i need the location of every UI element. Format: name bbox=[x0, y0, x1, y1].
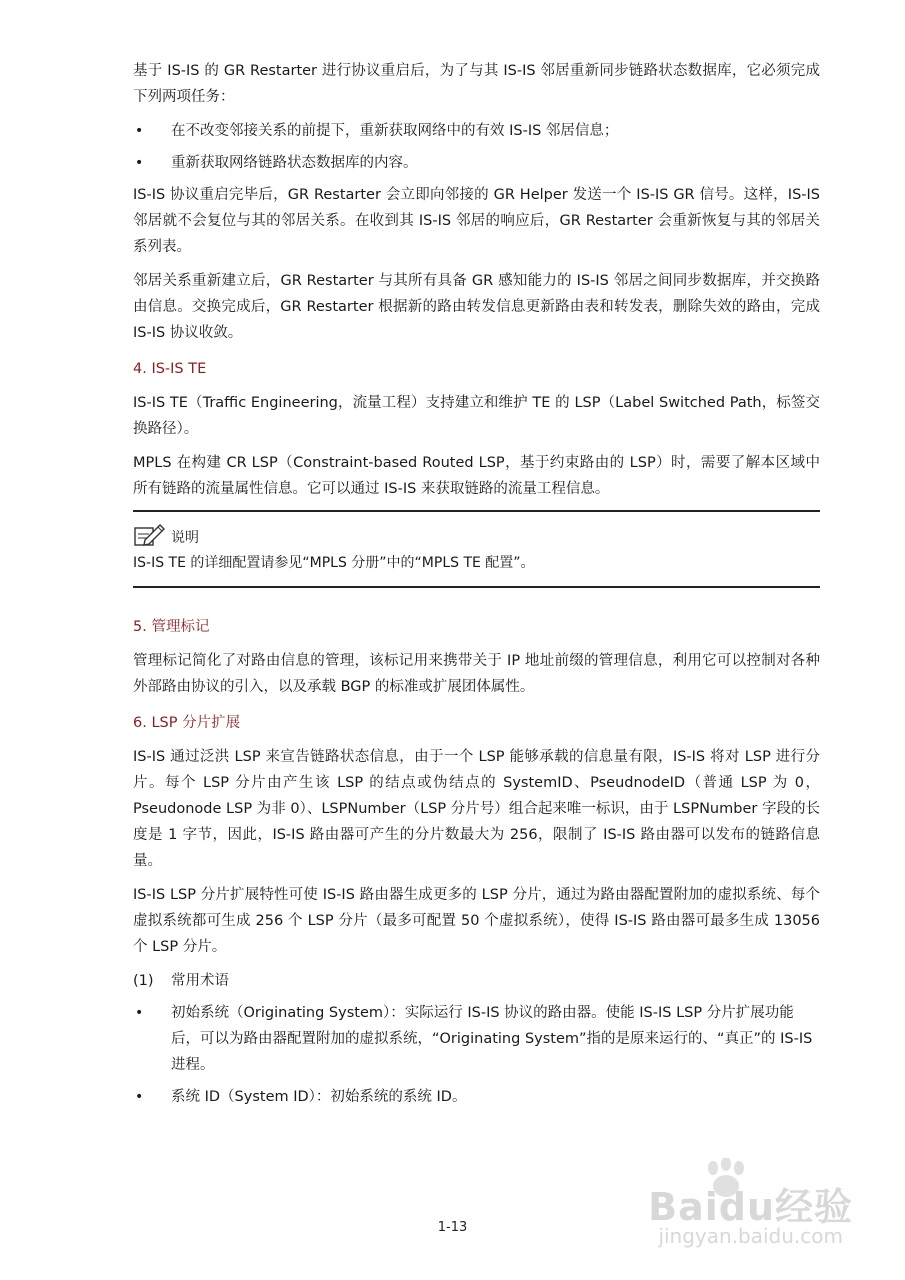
numbered-item bbox=[133, 968, 820, 994]
section-heading-isis-te: 4. IS-IS TE bbox=[133, 361, 207, 377]
page-number: 1-13 bbox=[437, 1220, 468, 1235]
list-item: • 初始系统（Originating System）：实际运行 IS-IS 协议的路由器。使能 IS-IS LSP 分片扩展功能后，可以为路由器配置附加的虚拟系统，“Originating System”指的是原来运行的、“真正”的 IS-IS 进程。 bbox=[133, 1000, 820, 1078]
section-heading-lsp-fragment: 6. LSP 分片扩展 bbox=[133, 715, 241, 731]
list-item: • 系统 ID（System ID）：初始系统的系统 ID。 bbox=[133, 1084, 820, 1110]
watermark-url: jingyan.baidu.com bbox=[658, 1224, 843, 1248]
note-header bbox=[133, 522, 820, 548]
paragraph-mpls-cr-lsp: MPLS 在构建 CR LSP（Constraint-based Routed LSP，基于约束路由的 LSP）时，需要了解本区域中所有链路的流量属性信息。它可以通过 IS-IS 来获取链路的流量工程信息。 bbox=[133, 455, 820, 497]
note-box bbox=[133, 510, 820, 588]
paragraph-admin-tag: 管理标记简化了对路由信息的管理，该标记用来携带关于 IP 地址前缀的管理信息，利用它可以控制对各种外部路由协议的引入，以及承载 BGP 的标准或扩展团体属性。 bbox=[133, 653, 820, 695]
document-body bbox=[133, 58, 820, 1116]
section-heading-admin-tag: 5. 管理标记 bbox=[133, 619, 210, 635]
paragraph-isis-te: IS-IS TE（Traffic Engineering，流量工程）支持建立和维护 TE 的 LSP（Label Switched Path，标签交换路径）。 bbox=[133, 395, 820, 437]
list-item: • 在不改变邻接关系的前提下，重新获取网络中的有效 IS-IS 邻居信息； bbox=[133, 118, 820, 144]
bullet-list-terms bbox=[133, 1000, 820, 1110]
paragraph-neighbor-sync: 邻居关系重新建立后，GR Restarter 与其所有具备 GR 感知能力的 IS-IS 邻居之间同步数据库，并交换路由信息。交换完成后，GR Restarter 根据新的路由转发信息更新路由表和转发表，删除失效的路由，完成 IS-IS 协议收敛。 bbox=[133, 273, 820, 341]
paragraph-gr-restarter-tasks: 基于 IS-IS 的 GR Restarter 进行协议重启后，为了与其 IS-IS 邻居重新同步链路状态数据库，它必须完成下列两项任务： bbox=[133, 63, 820, 105]
note-title: 说明 bbox=[171, 530, 199, 546]
bullet-list-tasks bbox=[133, 118, 820, 176]
watermark-logo-text: Baidu经验 bbox=[648, 1185, 853, 1229]
bullet-icon: • bbox=[135, 155, 144, 171]
pencil-note-icon bbox=[133, 522, 167, 548]
bullet-icon: • bbox=[135, 1005, 144, 1021]
bullet-icon: • bbox=[135, 1089, 144, 1105]
list-item: • 重新获取网络链路状态数据库的内容。 bbox=[133, 150, 820, 176]
item-number: (1) bbox=[133, 973, 154, 989]
paragraph-lsp-fragment-extension: IS-IS LSP 分片扩展特性可使 IS-IS 路由器生成更多的 LSP 分片，通过为路由器配置附加的虚拟系统、每个虚拟系统都可生成 256 个 LSP 分片（最多可配置 50 个虚拟系统），使得 IS-IS 路由器可最多生成 13056 个 LSP 分片。 bbox=[133, 887, 820, 955]
bullet-icon: • bbox=[135, 123, 144, 139]
paragraph-gr-signal: IS-IS 协议重启完毕后，GR Restarter 会立即向邻接的 GR Helper 发送一个 IS-IS GR 信号。这样，IS-IS 邻居就不会复位与其的邻居关系。在收到其 IS-IS 邻居的响应后，GR Restarter 会重新恢复与其的邻居关系列表。 bbox=[133, 187, 820, 255]
item-text: 常用术语 bbox=[171, 973, 229, 989]
watermark bbox=[643, 1158, 853, 1268]
note-text: IS-IS TE 的详细配置请参见“MPLS 分册”中的“MPLS TE 配置”。 bbox=[133, 555, 535, 571]
paragraph-lsp-fragment: IS-IS 通过泛洪 LSP 来宣告链路状态信息，由于一个 LSP 能够承载的信息量有限，IS-IS 将对 LSP 进行分片。每个 LSP 分片由产生该 LSP 的结点或伪结点的 SystemID、PseudnodeID（普通 LSP 为 0，Pseudonode LSP 为非 0）、LSPNumber（LSP 分片号）组合起来唯一标识，由于 LSPNumber 字段的长度是 1 字节，因此，IS-IS 路由器可产生的分片数最大为 256，限制了 IS-IS 路由器可以发布的链路信息量。 bbox=[133, 749, 820, 869]
